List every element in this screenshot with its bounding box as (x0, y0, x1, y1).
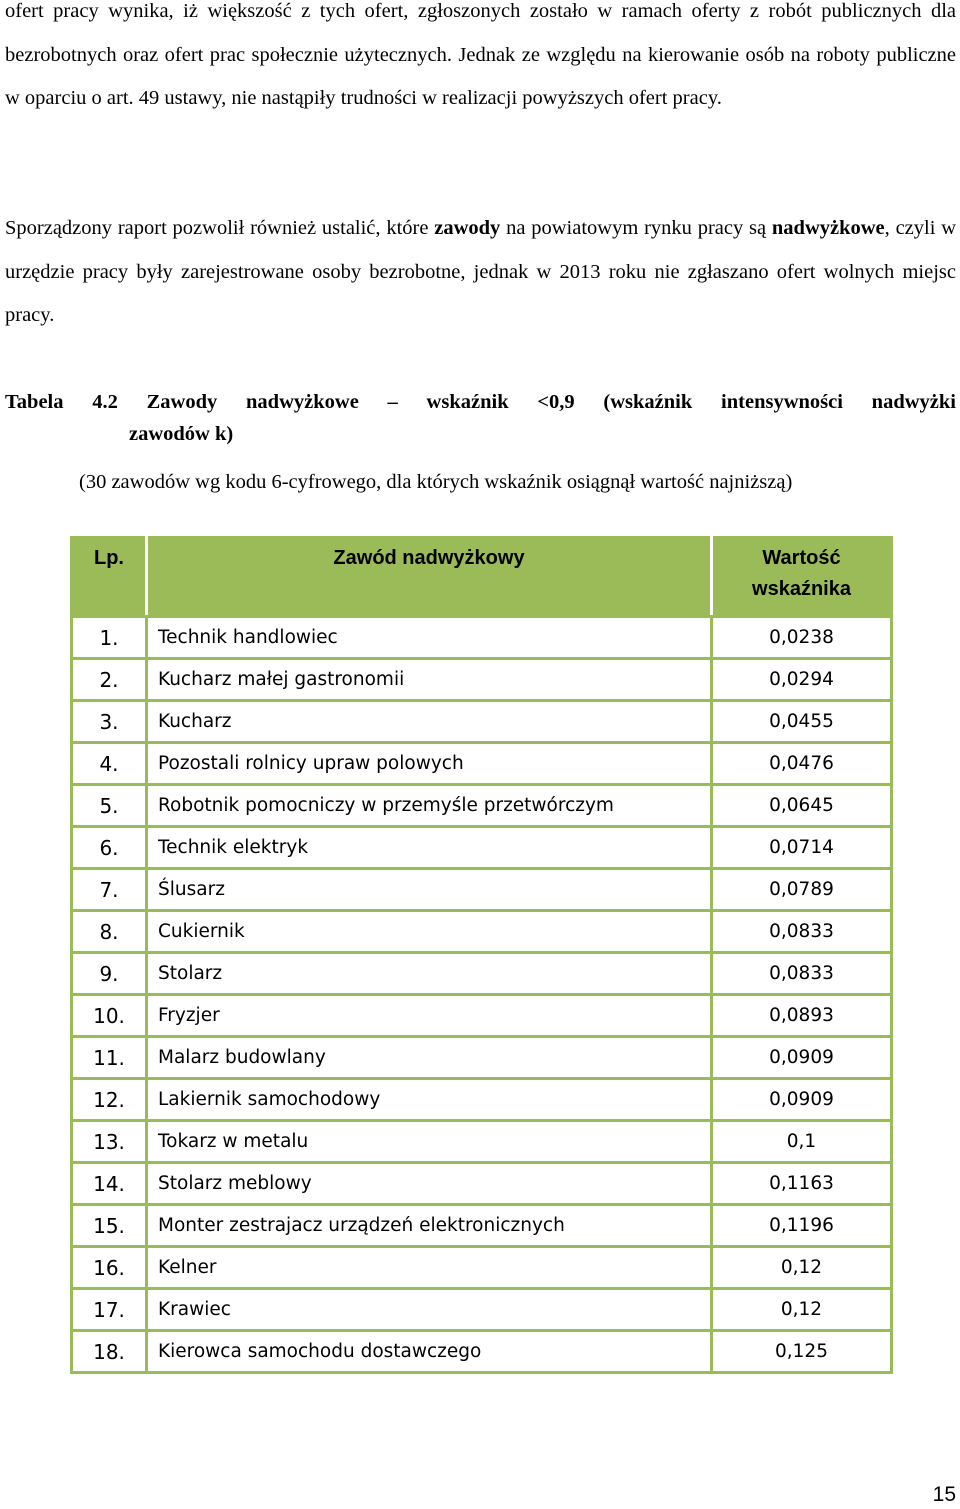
report-bold-nadwyzkowe: nadwyżkowe (771, 217, 885, 239)
intro-line-3: kierowanie osób na roboty publiczne w oparciu o art. 49 ustawy, nie nastąpiły trudności w (5, 43, 957, 109)
table-row (72, 785, 892, 827)
row-value: 0,0789 (712, 869, 892, 911)
table-row (72, 617, 892, 659)
row-lp: 14. (72, 1163, 147, 1205)
row-value: 0,1163 (712, 1163, 892, 1205)
row-lp: 12. (72, 1079, 147, 1121)
row-value: 0,0238 (712, 617, 892, 659)
table-caption-title: Tabela 4.2 Zawody nadwyżkowe – wskaźnik <0,9 (wskaźnik intensywności nadwyżki (5, 391, 956, 413)
table-row (72, 1163, 892, 1205)
row-occupation: Fryzjer (147, 995, 712, 1037)
row-occupation: Kucharz (147, 701, 712, 743)
row-lp: 9. (72, 953, 147, 995)
table-row (72, 995, 892, 1037)
report-paragraph (5, 207, 956, 338)
header-value (712, 538, 892, 617)
header-value-line-2: wskaźnika (752, 578, 851, 600)
row-occupation: Cukiernik (147, 911, 712, 953)
row-occupation: Lakiernik samochodowy (147, 1079, 712, 1121)
row-lp: 6. (72, 827, 147, 869)
row-occupation: Kucharz małej gastronomii (147, 659, 712, 701)
row-occupation: Stolarz meblowy (147, 1163, 712, 1205)
report-text-part-2: na powiatowym rynku pracy są (506, 217, 767, 239)
table-row (72, 1037, 892, 1079)
table-caption-subtitle: (30 zawodów wg kodu 6-cyfrowego, dla których wskaźnik osiągnął wartość najniższą) (79, 471, 793, 493)
row-lp: 11. (72, 1037, 147, 1079)
row-lp: 15. (72, 1205, 147, 1247)
row-value: 0,0455 (712, 701, 892, 743)
intro-line-4: realizacji powyższych ofert pracy. (442, 87, 722, 109)
row-value: 0,12 (712, 1289, 892, 1331)
row-value: 0,1196 (712, 1205, 892, 1247)
row-value: 0,0645 (712, 785, 892, 827)
row-occupation: Technik elektryk (147, 827, 712, 869)
row-value: 0,12 (712, 1247, 892, 1289)
row-value: 0,0714 (712, 827, 892, 869)
header-occupation: Zawód nadwyżkowy (147, 538, 712, 617)
report-text-part-1: Sporządzony raport pozwolił również ustalić, które (5, 217, 429, 239)
row-occupation: Technik handlowiec (147, 617, 712, 659)
table-row (72, 1247, 892, 1289)
row-occupation: Tokarz w metalu (147, 1121, 712, 1163)
surplus-occupations-table (70, 536, 893, 1374)
row-occupation: Pozostali rolnicy upraw polowych (147, 743, 712, 785)
row-value: 0,0294 (712, 659, 892, 701)
table-row (72, 1121, 892, 1163)
row-lp: 3. (72, 701, 147, 743)
intro-paragraph (5, 0, 956, 121)
row-lp: 4. (72, 743, 147, 785)
table-header-row (72, 538, 892, 617)
table-caption-title-continued: zawodów k) (129, 423, 234, 445)
row-occupation: Stolarz (147, 953, 712, 995)
row-occupation: Kierowca samochodu dostawczego (147, 1331, 712, 1373)
table-row (72, 1079, 892, 1121)
row-lp: 17. (72, 1289, 147, 1331)
row-value: 0,0476 (712, 743, 892, 785)
row-value: 0,0833 (712, 911, 892, 953)
row-value: 0,0909 (712, 1079, 892, 1121)
row-lp: 7. (72, 869, 147, 911)
report-text-part-3: , czyli w urzędzie pracy były zarejestrowane osoby bezrobotne, jednak w 2013 roku nie zgłaszano ofert wolnych miejsc pracy. (5, 217, 957, 326)
row-occupation: Krawiec (147, 1289, 712, 1331)
row-value: 0,0893 (712, 995, 892, 1037)
table-row (72, 1205, 892, 1247)
row-occupation: Malarz budowlany (147, 1037, 712, 1079)
row-value: 0,1 (712, 1121, 892, 1163)
row-lp: 16. (72, 1247, 147, 1289)
row-occupation: Robotnik pomocniczy w przemyśle przetwórczym (147, 785, 712, 827)
row-lp: 1. (72, 617, 147, 659)
intro-line-1: ofert pracy wynika, iż większość z tych ofert, zgłoszonych zostało w ramach oferty z robót (5, 0, 812, 22)
table-row (72, 701, 892, 743)
table-row (72, 1289, 892, 1331)
table-row (72, 659, 892, 701)
row-lp: 5. (72, 785, 147, 827)
row-value: 0,0833 (712, 953, 892, 995)
row-value: 0,125 (712, 1331, 892, 1373)
row-lp: 2. (72, 659, 147, 701)
table-row (72, 869, 892, 911)
row-lp: 10. (72, 995, 147, 1037)
header-lp: Lp. (72, 538, 147, 617)
table-row (72, 827, 892, 869)
row-occupation: Kelner (147, 1247, 712, 1289)
row-value: 0,0909 (712, 1037, 892, 1079)
table-row (72, 1331, 892, 1373)
table-row (72, 911, 892, 953)
intro-line-2: publicznych dla bezrobotnych oraz ofert prac społecznie użytecznych. Jednak ze względu na (5, 0, 957, 66)
table-row (72, 743, 892, 785)
row-occupation: Monter zestrajacz urządzeń elektronicznych (147, 1205, 712, 1247)
row-occupation: Ślusarz (147, 869, 712, 911)
report-bold-zawody: zawody (434, 217, 501, 239)
row-lp: 18. (72, 1331, 147, 1373)
table-row (72, 953, 892, 995)
row-lp: 8. (72, 911, 147, 953)
page-number: 15 (932, 1483, 956, 1506)
row-lp: 13. (72, 1121, 147, 1163)
table-body (72, 617, 892, 1373)
header-value-line-1: Wartość (762, 547, 841, 569)
